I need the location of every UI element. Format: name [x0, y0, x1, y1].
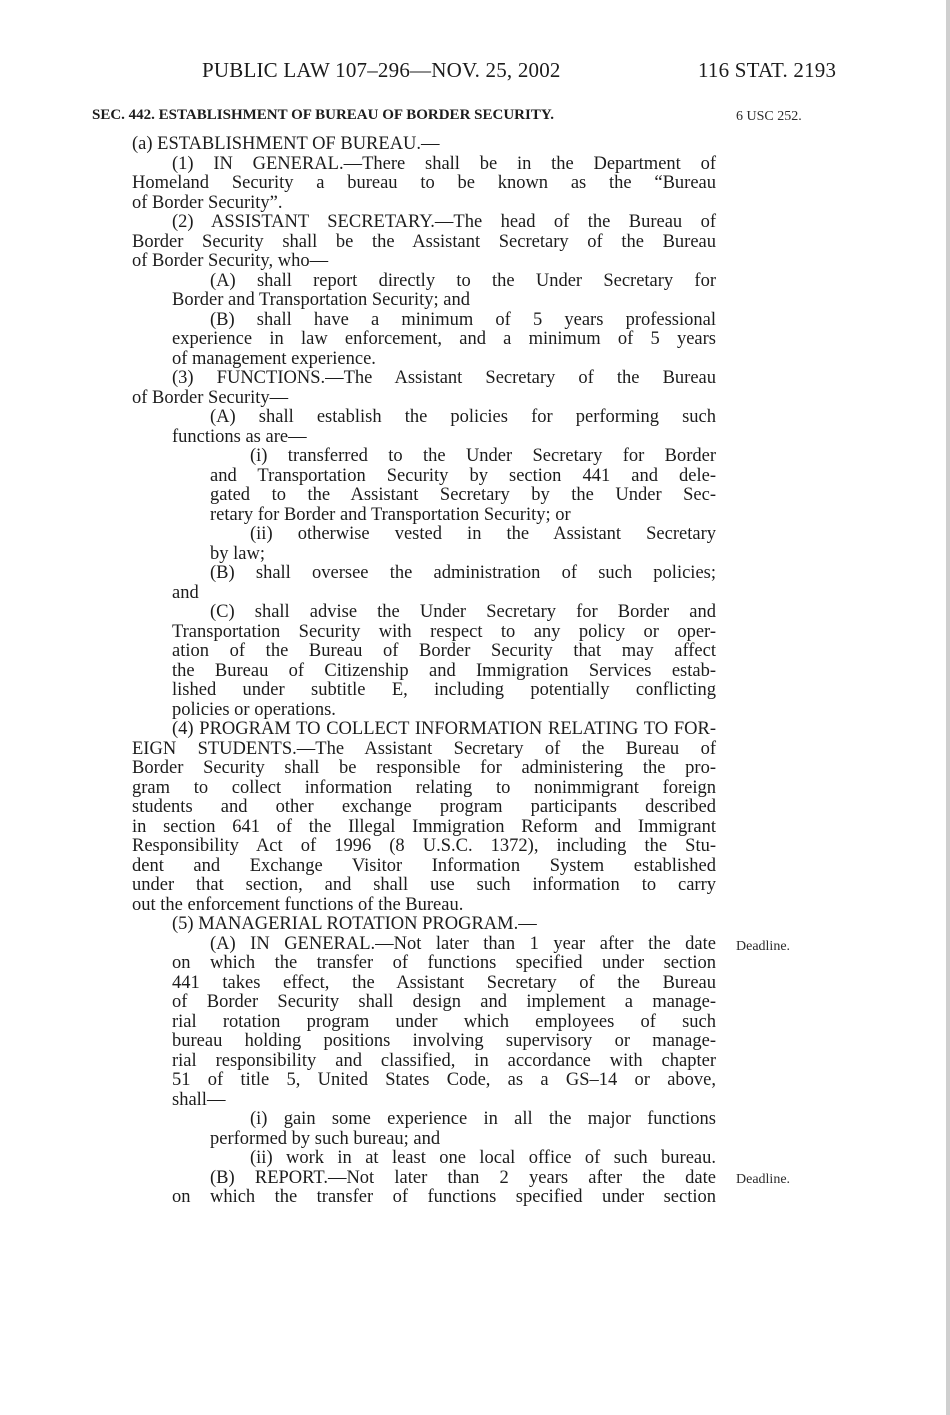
text-line: 51 of title 5, United States Code, as a GS–14 or above, [172, 1070, 716, 1090]
text-line: of Border Security shall design and implement a manage- [172, 992, 716, 1012]
text-line: (A) shall establish the policies for performing such [210, 407, 716, 427]
text-line: shall— [172, 1089, 226, 1110]
text-line: Homeland Security a bureau to be known as the “Bureau [132, 173, 716, 193]
page-edge [946, 0, 950, 1415]
text-line: bureau holding positions involving supervisory or manage- [172, 1031, 716, 1051]
text-line: ation of the Bureau of Border Security that may affect [172, 641, 716, 661]
text-line: (A) shall report directly to the Under Secretary for [210, 270, 716, 291]
text-line: of Border Security, who— [132, 251, 329, 271]
text-line: (A) IN GENERAL.—Not later than 1 year after the date [210, 933, 716, 954]
subsection-heading: (a) ESTABLISHMENT OF BUREAU.— [132, 134, 440, 154]
text-line: Border Security shall be responsible for administering the pro- [132, 758, 716, 778]
text-line: under that section, and shall use such information to carry [132, 875, 716, 895]
statute-page-number: 116 STAT. 2193 [698, 58, 837, 82]
text-line: (C) shall advise the Under Secretary for Border and [210, 602, 716, 622]
text-line: Transportation Security with respect to any policy or oper- [172, 621, 716, 642]
text-line: and Transportation Security by section 441 and dele- [210, 465, 716, 486]
text-line: (B) shall have a minimum of 5 years professional [210, 309, 716, 330]
text-line: (5) MANAGERIAL ROTATION PROGRAM.— [172, 914, 537, 934]
text-line: of management experience. [172, 348, 376, 369]
text-line: students and other exchange program participants described [132, 797, 716, 817]
text-line: and [172, 582, 199, 603]
text-line: on which the transfer of functions specified under section [172, 1187, 716, 1207]
text-line: experience in law enforcement, and a minimum of 5 years [172, 329, 716, 349]
text-line: out the enforcement functions of the Bureau. [132, 894, 464, 915]
text-line: lished under subtitle E, including potentially conflicting [172, 680, 716, 700]
text-line: the Bureau of Citizenship and Immigration Services estab- [172, 660, 716, 681]
text-line: performed by such bureau; and [210, 1128, 441, 1149]
text-line: (2) ASSISTANT SECRETARY.—The head of the Bureau of [172, 212, 716, 232]
text-line: rial responsibility and classified, in accordance with chapter [172, 1050, 716, 1071]
text-line: (1) IN GENERAL.—There shall be in the Department of [172, 153, 716, 174]
text-line: retary for Border and Transportation Security; or [210, 504, 571, 525]
page-header [0, 58, 950, 88]
text-line: (3) FUNCTIONS.—The Assistant Secretary of the Bureau [172, 368, 716, 388]
text-line: EIGN STUDENTS.—The Assistant Secretary of the Bureau of [132, 738, 716, 759]
text-line: gram to collect information relating to nonimmigrant foreign [132, 777, 716, 798]
text-line: (ii) work in at least one local office of such bureau. [250, 1148, 716, 1168]
running-head: PUBLIC LAW 107–296—NOV. 25, 2002 [202, 58, 561, 82]
text-line: of Border Security— [132, 387, 289, 408]
text-line: policies or operations. [172, 699, 336, 720]
text-line: gated to the Assistant Secretary by the Under Sec- [210, 485, 716, 505]
text-line: (4) PROGRAM TO COLLECT INFORMATION RELATING TO FOR- [172, 719, 716, 739]
text-line: Responsibility Act of 1996 (8 U.S.C. 1372), including the Stu- [132, 836, 716, 856]
text-line: in section 641 of the Illegal Immigration Reform and Immigrant [132, 816, 716, 837]
text-line: dent and Exchange Visitor Information System established [132, 855, 716, 876]
text-line: Border and Transportation Security; and [172, 290, 471, 310]
text-line: (i) gain some experience in all the major functions [250, 1109, 716, 1129]
text-line: functions as are— [172, 426, 307, 447]
text-line: (B) shall oversee the administration of such policies; [210, 563, 716, 583]
text-line: of Border Security”. [132, 192, 283, 213]
text-line: 441 takes effect, the Assistant Secretary of the Bureau [172, 972, 716, 993]
text-line: rial rotation program under which employees of such [172, 1011, 716, 1032]
text-line: (i) transferred to the Under Secretary for Border [250, 446, 716, 466]
text-line: by law; [210, 543, 265, 564]
usc-citation: 6 USC 252. [736, 109, 802, 124]
text-line: (B) REPORT.—Not later than 2 years after the date [210, 1167, 716, 1188]
text-line: Border Security shall be the Assistant Secretary of the Bureau [132, 231, 716, 252]
deadline-note: Deadline. [736, 939, 791, 954]
text-line: on which the transfer of functions specified under section [172, 953, 716, 973]
deadline-note: Deadline. [736, 1172, 791, 1187]
text-line: (ii) otherwise vested in the Assistant Secretary [250, 524, 716, 544]
section-title: SEC. 442. ESTABLISHMENT OF BUREAU OF BORDER SECURITY. [92, 107, 555, 123]
